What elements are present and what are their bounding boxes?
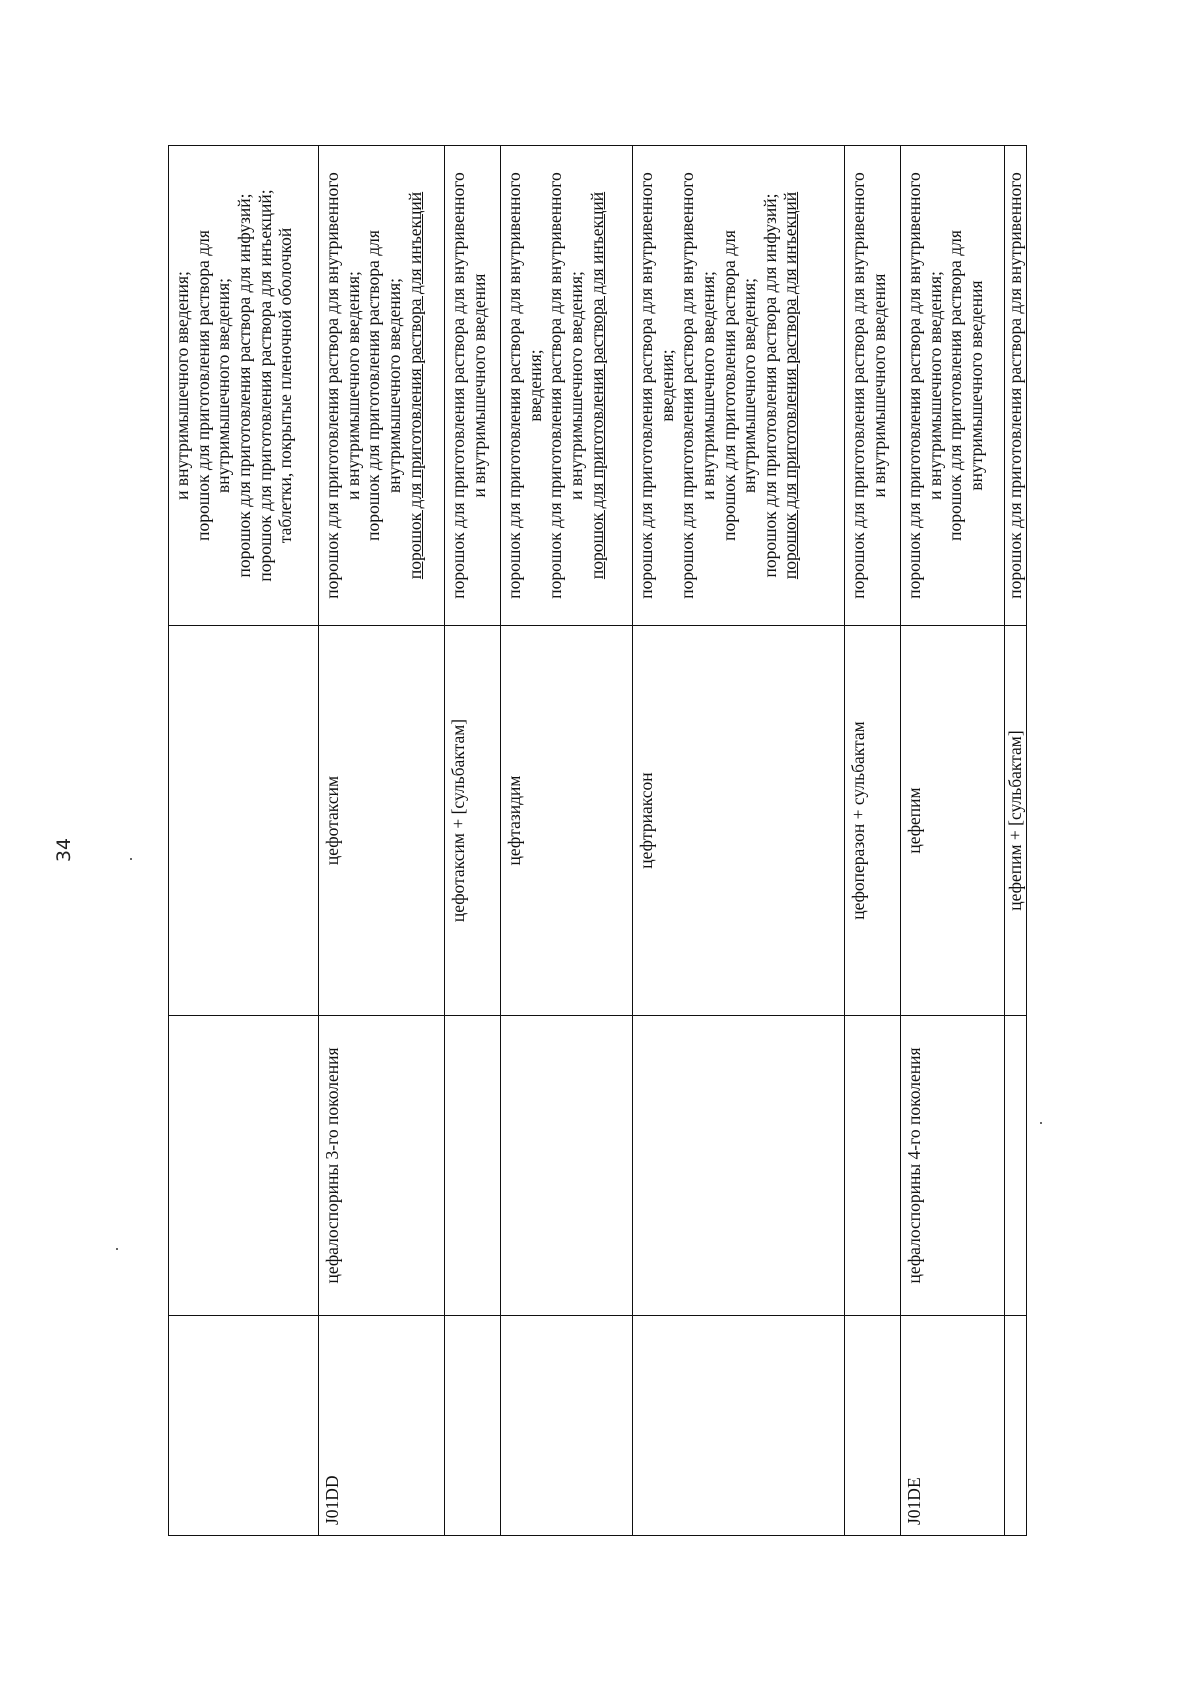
group-cell <box>845 1016 901 1316</box>
dosage-form-line: порошок для приготовления раствора для <box>363 230 384 541</box>
dosage-form-line: и внутримышечного введения; <box>565 271 586 500</box>
rotated-table-container <box>168 146 1025 1536</box>
dosage-form-line: внутримышечного введения <box>965 280 986 491</box>
dosage-form-line: и внутримышечного введения <box>868 273 889 498</box>
dosage-form-line: порошок для приготовления раствора для инфузий; <box>759 193 780 578</box>
page-number: 34 <box>53 837 75 863</box>
dosage-forms-cell <box>169 146 319 626</box>
dosage-form-line: порошок для приготовления раствора для инъекций <box>780 191 801 580</box>
drug-cell: цефепим + [сульбактам] <box>1005 626 1027 1016</box>
scan-speck <box>130 858 132 860</box>
table-row <box>501 146 633 1536</box>
atc-code-cell <box>845 1316 901 1536</box>
dosage-forms-cell <box>319 146 445 626</box>
dosage-form-line: порошок для приготовления раствора для внутривенного <box>636 172 656 599</box>
atc-code-cell <box>169 1316 319 1536</box>
table-row <box>1005 146 1027 1536</box>
scan-speck <box>1040 1122 1042 1124</box>
dosage-forms-cell <box>501 146 633 626</box>
table-row <box>445 146 501 1536</box>
dosage-form-line: и внутримышечного введения <box>468 273 489 498</box>
drug-cell <box>169 626 319 1016</box>
atc-code-cell <box>501 1316 633 1536</box>
group-cell <box>501 1016 633 1316</box>
dosage-form-line: введения; <box>656 349 677 422</box>
dosage-form-line: порошок для приготовления раствора для внутривенного <box>848 172 868 599</box>
group-cell <box>169 1016 319 1316</box>
drug-cell: цефтазидим <box>501 626 633 1016</box>
dosage-form-line: порошок для приготовления раствора для внутривенного <box>504 172 524 599</box>
dosage-form-line: порошок для приготовления раствора для <box>192 230 213 541</box>
dosage-form-line: введения; <box>524 349 545 422</box>
dosage-form-line: внутримышечного введения; <box>213 277 234 494</box>
atc-code-cell <box>445 1316 501 1536</box>
dosage-forms-cell <box>1005 146 1027 626</box>
dosage-form-line: порошок для приготовления раствора для <box>718 230 739 541</box>
drug-cell: цефоперазон + сульбактам <box>845 626 901 1016</box>
table-row <box>901 146 1005 1536</box>
dosage-form-line: и внутримышечного введения; <box>697 271 718 500</box>
dosage-form-line: порошок для приготовления раствора для <box>945 230 966 541</box>
dosage-forms-cell <box>901 146 1005 626</box>
drug-cell: цефепим <box>901 626 1005 1016</box>
dosage-forms-cell <box>445 146 501 626</box>
group-cell: цефалоспорины 3-го поколения <box>319 1016 445 1316</box>
dosage-forms-cell <box>845 146 901 626</box>
table-row <box>845 146 901 1536</box>
dosage-form-line: и внутримышечного введения; <box>924 271 945 500</box>
dosage-form-line: порошок для приготовления раствора для инъекций <box>586 191 607 580</box>
drug-cell: цефотаксим + [сульбактам] <box>445 626 501 1016</box>
atc-code-cell <box>1005 1316 1027 1536</box>
drug-cell: цефтриаксон <box>633 626 845 1016</box>
dosage-form-line: порошок для приготовления раствора для инъекций; <box>254 189 275 582</box>
dosage-form-line: и внутримышечного введения; <box>342 271 363 500</box>
dosage-form-line: и внутримышечного введения; <box>172 271 192 500</box>
atc-code-cell: J01DD <box>319 1316 445 1536</box>
group-cell <box>1005 1016 1027 1316</box>
atc-code-cell <box>633 1316 845 1536</box>
dosage-form-line: порошок для приготовления раствора для внутривенного <box>1005 172 1025 599</box>
dosage-forms-cell <box>633 146 845 626</box>
atc-code-cell: J01DE <box>901 1316 1005 1536</box>
medication-table <box>168 145 1027 1536</box>
dosage-form-line: порошок для приготовления раствора для внутривенного <box>904 172 924 599</box>
group-cell <box>445 1016 501 1316</box>
dosage-form-line: порошок для приготовления раствора для внутривенного <box>448 172 468 599</box>
table-row <box>319 146 445 1536</box>
dosage-form-line: порошок для приготовления раствора для инфузий; <box>233 193 254 578</box>
drug-cell: цефотаксим <box>319 626 445 1016</box>
group-cell: цефалоспорины 4-го поколения <box>901 1016 1005 1316</box>
dosage-form-line: таблетки, покрытые пленочной оболочкой <box>275 227 296 544</box>
dosage-form-line: внутримышечного введения; <box>383 277 404 494</box>
dosage-form-line: порошок для приготовления раствора для внутривенного <box>545 172 566 599</box>
table-row <box>169 146 319 1536</box>
scan-speck <box>116 1248 118 1250</box>
table-row <box>633 146 845 1536</box>
dosage-form-line: порошок для приготовления раствора для инъекций <box>404 191 425 580</box>
dosage-form-line: порошок для приготовления раствора для внутривенного <box>322 172 342 599</box>
dosage-form-line: порошок для приготовления раствора для внутривенного <box>677 172 698 599</box>
dosage-form-line: внутримышечного введения; <box>739 277 760 494</box>
group-cell <box>633 1016 845 1316</box>
